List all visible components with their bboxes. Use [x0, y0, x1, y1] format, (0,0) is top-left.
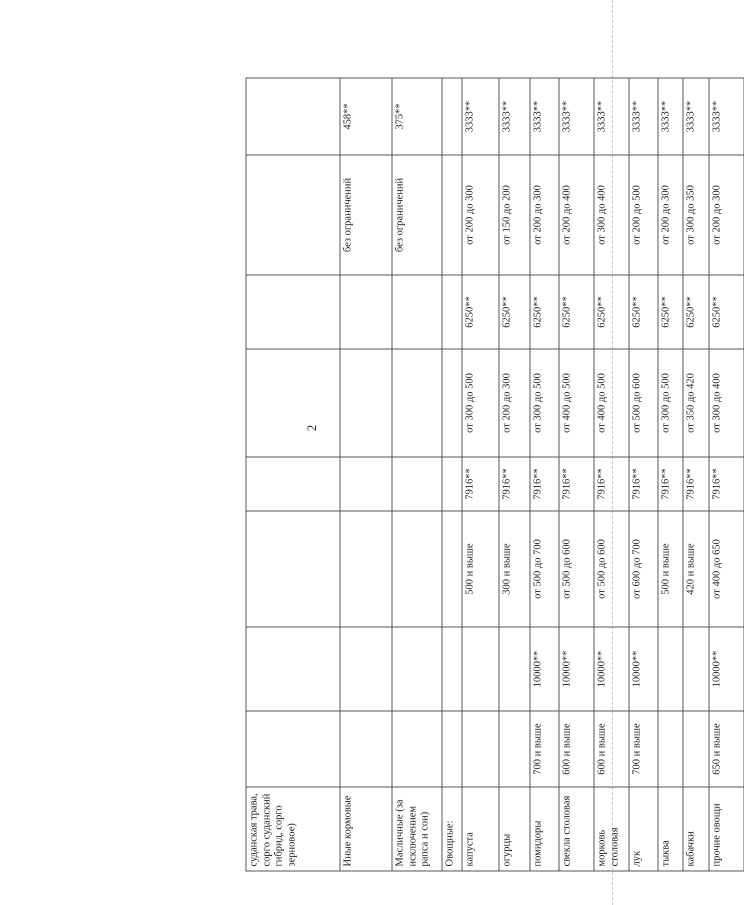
- yield-range-cell: от 400 до 500: [559, 349, 594, 457]
- yield-range-cell: [462, 711, 499, 787]
- table-row: [392, 78, 442, 871]
- rate-cell: 7916**: [683, 457, 709, 511]
- yield-range-cell: [392, 349, 442, 457]
- rate-cell: [246, 627, 340, 711]
- yield-range-cell: [442, 511, 462, 627]
- yield-range-cell: от 500 до 600: [629, 349, 658, 457]
- rate-cell: 6250**: [559, 275, 594, 349]
- yield-range-cell: 600 и выше: [559, 711, 594, 787]
- rate-cell: 7916**: [499, 457, 530, 511]
- rate-cell: [462, 627, 499, 711]
- yield-range-cell: 500 и выше: [658, 511, 683, 627]
- rate-cell: [340, 457, 392, 511]
- page-number: 2: [304, 424, 319, 432]
- yield-range-cell: от 300 до 500: [530, 349, 559, 457]
- rate-cell: 6250**: [462, 275, 499, 349]
- yield-range-cell: 500 и выше: [462, 511, 499, 627]
- rate-cell: 6250**: [499, 275, 530, 349]
- rate-cell: [442, 78, 462, 155]
- yield-range-cell: 650 и выше: [709, 711, 744, 787]
- rate-cell: [658, 627, 683, 711]
- rate-cell: 6250**: [709, 275, 744, 349]
- rate-cell: [442, 457, 462, 511]
- rate-cell: 3333**: [462, 78, 499, 155]
- table-body: [246, 78, 744, 871]
- table-row: [709, 78, 744, 871]
- yield-range-cell: [683, 711, 709, 787]
- table-row: [683, 78, 709, 871]
- yield-range-cell: [442, 349, 462, 457]
- crop-name-cell: кабачки: [683, 787, 709, 871]
- rate-cell: 6250**: [658, 275, 683, 349]
- crop-name-cell: тыква: [658, 787, 683, 871]
- rate-cell: 6250**: [594, 275, 629, 349]
- crop-name-cell: огурцы: [499, 787, 530, 871]
- rate-cell: 7916**: [709, 457, 744, 511]
- table-row: [594, 78, 629, 871]
- yield-range-cell: от 200 до 300: [530, 155, 559, 275]
- crop-name-cell: Иные кормовые: [340, 787, 392, 871]
- rate-cell: [246, 457, 340, 511]
- rate-cell: 7916**: [462, 457, 499, 511]
- yield-range-cell: 300 и выше: [499, 511, 530, 627]
- rate-cell: 458**: [340, 78, 392, 155]
- yield-range-cell: от 300 до 500: [658, 349, 683, 457]
- yield-range-cell: от 300 до 400: [709, 349, 744, 457]
- yield-range-cell: от 200 до 300: [658, 155, 683, 275]
- yield-range-cell: от 200 до 300: [499, 349, 530, 457]
- crop-name-cell: Масличные (за исключением рапса и сои): [392, 787, 442, 871]
- rate-cell: 3333**: [559, 78, 594, 155]
- rate-cell: 7916**: [658, 457, 683, 511]
- rate-cell: [340, 627, 392, 711]
- rate-cell: [392, 457, 442, 511]
- rate-cell: [442, 275, 462, 349]
- rate-cell: 3333**: [709, 78, 744, 155]
- table-row: [499, 78, 530, 871]
- yield-range-cell: от 200 до 300: [462, 155, 499, 275]
- yield-range-cell: [442, 155, 462, 275]
- yield-range-cell: от 300 до 350: [683, 155, 709, 275]
- yield-range-cell: от 500 до 600: [594, 511, 629, 627]
- crop-name-cell: помидоры: [530, 787, 559, 871]
- rate-cell: [340, 275, 392, 349]
- yield-range-cell: [392, 711, 442, 787]
- yield-range-cell: [340, 349, 392, 457]
- yield-range-cell: от 300 до 500: [462, 349, 499, 457]
- yield-range-cell: [658, 711, 683, 787]
- rate-cell: 7916**: [530, 457, 559, 511]
- rate-cell: [246, 78, 340, 155]
- rate-cell: 10000**: [530, 627, 559, 711]
- yield-range-cell: без ограничений: [340, 155, 392, 275]
- rate-cell: 7916**: [629, 457, 658, 511]
- crop-name-cell: прочие овощи: [709, 787, 744, 871]
- rate-cell: 7916**: [559, 457, 594, 511]
- yield-range-cell: от 500 до 600: [559, 511, 594, 627]
- yield-range-cell: от 400 до 650: [709, 511, 744, 627]
- crop-name-cell: свекла столовая: [559, 787, 594, 871]
- table-row: [246, 78, 340, 871]
- rate-cell: 3333**: [629, 78, 658, 155]
- yield-range-cell: [340, 711, 392, 787]
- table-row: [530, 78, 559, 871]
- yield-range-cell: от 200 до 500: [629, 155, 658, 275]
- rate-cell: [392, 627, 442, 711]
- yield-range-cell: от 500 до 700: [530, 511, 559, 627]
- yield-range-cell: от 350 до 420: [683, 349, 709, 457]
- rate-cell: [246, 275, 340, 349]
- yield-range-cell: 700 и выше: [629, 711, 658, 787]
- yield-range-cell: [392, 511, 442, 627]
- rate-cell: [683, 627, 709, 711]
- yield-range-cell: без ограничений: [392, 155, 442, 275]
- yield-range-cell: [246, 155, 340, 275]
- rate-cell: 6250**: [629, 275, 658, 349]
- yield-range-cell: 420 и выше: [683, 511, 709, 627]
- rate-cell: 3333**: [683, 78, 709, 155]
- rate-cell: 3333**: [658, 78, 683, 155]
- crop-name-cell: лук: [629, 787, 658, 871]
- rate-cell: 3333**: [499, 78, 530, 155]
- yield-range-cell: от 200 до 400: [559, 155, 594, 275]
- yield-range-cell: [246, 711, 340, 787]
- table-row: [442, 78, 462, 871]
- rate-cell: 6250**: [530, 275, 559, 349]
- crop-name-cell: капуста: [462, 787, 499, 871]
- yield-range-cell: [340, 511, 392, 627]
- table-row: [658, 78, 683, 871]
- rate-cell: 10000**: [559, 627, 594, 711]
- yield-range-cell: [499, 711, 530, 787]
- table-row: [629, 78, 658, 871]
- yield-range-cell: 700 и выше: [530, 711, 559, 787]
- rate-cell: 10000**: [709, 627, 744, 711]
- rate-cell: 10000**: [594, 627, 629, 711]
- table-row: [340, 78, 392, 871]
- table-row: [559, 78, 594, 871]
- yield-range-cell: от 200 до 300: [709, 155, 744, 275]
- rate-cell: 3333**: [594, 78, 629, 155]
- yield-range-cell: от 400 до 500: [594, 349, 629, 457]
- yield-range-cell: [442, 711, 462, 787]
- rate-cell: 375**: [392, 78, 442, 155]
- rate-cell: [392, 275, 442, 349]
- rotated-table-container: [245, 79, 743, 872]
- yield-range-cell: [246, 349, 340, 457]
- table-row: [462, 78, 499, 871]
- rate-cell: [442, 627, 462, 711]
- crop-name-cell: морковь столовая: [594, 787, 629, 871]
- yield-range-cell: от 150 до 200: [499, 155, 530, 275]
- crop-yield-table: [245, 78, 744, 872]
- crop-name-cell: суданская трава, сорго суданский гибрид, сорго зерновое): [246, 787, 340, 871]
- rate-cell: 7916**: [594, 457, 629, 511]
- yield-range-cell: от 600 до 700: [629, 511, 658, 627]
- rate-cell: 3333**: [530, 78, 559, 155]
- crop-name-cell: Овощные:: [442, 787, 462, 871]
- rate-cell: 6250**: [683, 275, 709, 349]
- rate-cell: [499, 627, 530, 711]
- yield-range-cell: от 300 до 400: [594, 155, 629, 275]
- yield-range-cell: [246, 511, 340, 627]
- rate-cell: 10000**: [629, 627, 658, 711]
- yield-range-cell: 600 и выше: [594, 711, 629, 787]
